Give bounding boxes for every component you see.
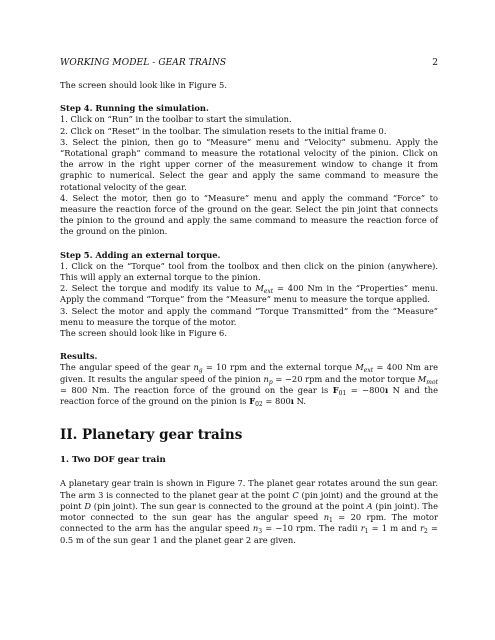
planetary-paragraph: A planetary gear train is shown in Figure 7. The planet gear rotates around the sun gear. The arm 3 is connected to the planet gear at the point C (pin joint) and the ground at the point D (pin joint). The sun gear is connected to the ground at the point A (pin joint). The motor connected to the sun gear has the angular speed $n_1 = 20$ rpm. The motor connected to the arm has the angular speed $n_3 = -10$ rpm. The radii $r_1 = 1$ m and $r_2 = 0.5$ m of the sun gear 1 and the planet gear 2 are given. (60, 478, 439, 545)
step5-screen-note: The screen should look like in Figure 6. (60, 328, 227, 339)
step5-item-1: 1. Click on the “Torque” tool from the toolbox and then click on the pinion (anywhere). This will apply an external torque to the pinion. (60, 260, 438, 283)
step5-heading: Step 5. Adding an external torque. (60, 249, 221, 260)
step4-item-4: 4. Select the motor, then go to “Measure” menu and apply the command “Force” to measure the reaction force of the ground on the gear. Select the pin joint that connects the pinion to the ground and apply the same command to measure the reaction force of the ground on the pinion. (60, 192, 438, 237)
step4-item-1: 1. Click on “Run” in the toolbar to start the simulation. (60, 114, 292, 125)
step4-item-2: 2. Click on “Reset” in the toolbar. The simulation resets to the initial frame 0. (60, 125, 387, 136)
subsection-title: 1. Two DOF gear train (60, 455, 166, 466)
results-paragraph: The angular speed of the gear $n_g = 10$ rpm and the external torque $M_{ext} = 400$ Nm are given. It results the angular speed of the pinion $n_p = -20$ rpm and the motor torque $M_{mot} = 800$ Nm. The reaction force of the ground on the gear is $F_{01}$ = −800ı N and the reaction force of the ground on the pinion is $F_{02}$ = 800ı N. (60, 362, 438, 409)
step4-item-3: 3. Select the pinion, then go to “Measure” menu and “Velocity” submenu. Apply the “Rotational graph” command to measure the rotational velocity of the pinion. Click on the arrow in the right upper corner of the measurement window to change it from graphic to numerical. Select the gear and apply the same command to measure the rotational velocity of the gear. (60, 136, 438, 192)
body-text (60, 80, 438, 546)
step5-item-3: 3. Select the motor and apply the command “Torque Transmitted” from the “Measure” menu to measure the torque of the motor. (60, 305, 438, 327)
results-heading: Results. (60, 351, 98, 362)
running-title: WORKING MODEL - GEAR TRAINS (60, 58, 227, 68)
page-header (60, 58, 438, 72)
section-title: II. Planetary gear trains (60, 427, 243, 444)
page-number: 2 (432, 58, 438, 68)
step4-heading: Step 4. Running the simulation. (60, 103, 209, 114)
step5-item-2: 2. Select the torque and modify its value to $M_{ext} = 400$ Nm in the “Properties” menu. Apply the command “Torque” from the “Measure” menu to measure the torque applied. (60, 283, 439, 305)
screen-note: The screen should look like in Figure 5. (60, 80, 227, 90)
